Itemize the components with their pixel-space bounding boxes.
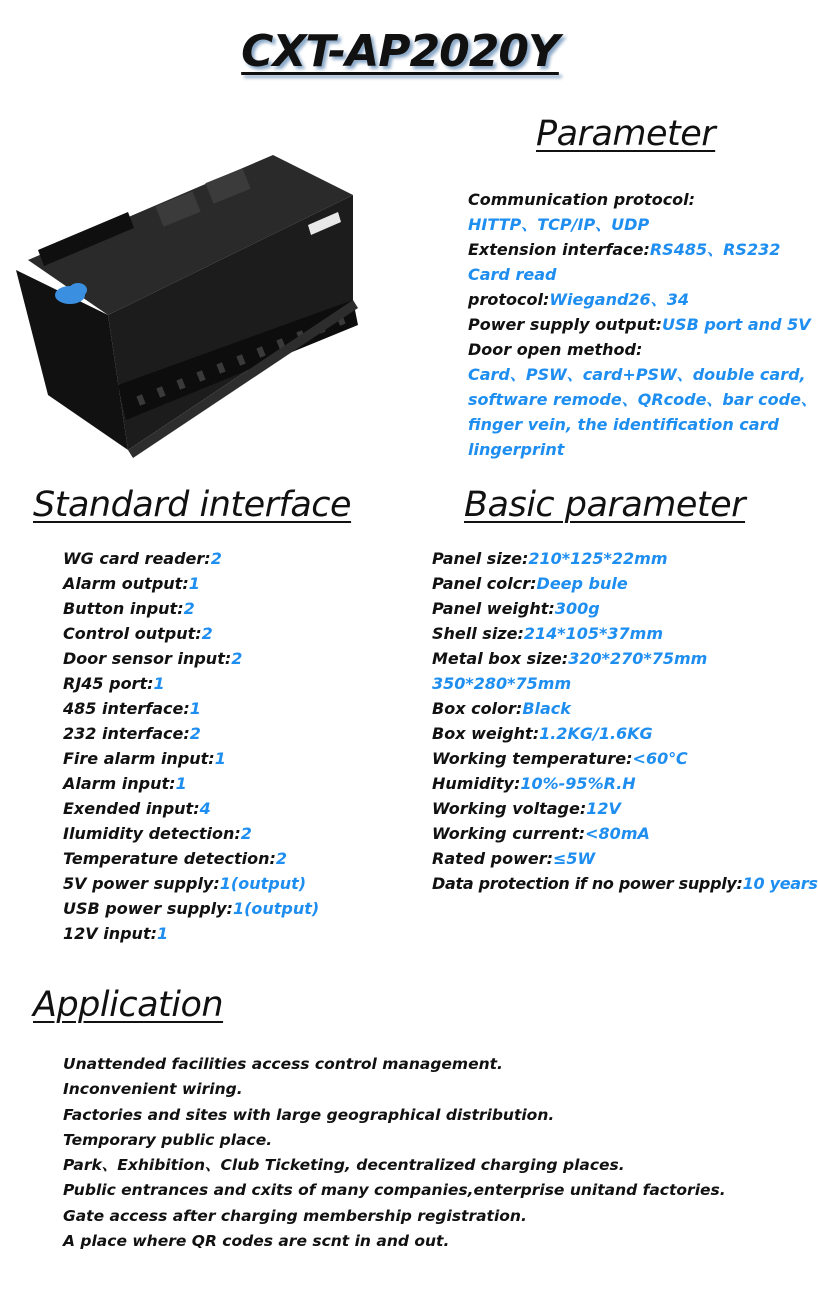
basic-line: Data protection if no power supply:10 years [432,874,818,893]
application-line: Unattended facilities access control management. [63,1055,503,1073]
application-line: Gate access after charging membership registration. [63,1206,527,1225]
application-line: Factories and sites with large geographical distribution. [63,1105,555,1124]
parameter-line: Power supply output:USB port and 5V [468,315,811,334]
standard-interface-list [63,546,319,946]
basic-parameter-heading: Basic parameter [464,485,746,525]
standard-line: Fire alarm input:1 [63,749,226,768]
basic-line: Rated power:≤5W [432,849,596,868]
page-title: CXT-AP2020Y [241,26,559,77]
basic-line: Panel size:210*125*22mm [432,549,668,568]
basic-line: Box weight:1.2KG/1.6KG [432,724,653,743]
standard-line: RJ45 port:1 [63,674,165,693]
standard-interface-heading: Standard interface [33,485,352,525]
controller-device-image [8,150,453,465]
parameter-line: Communication protocol: [468,190,696,209]
basic-line: Working temperature:<60℃ [432,749,688,768]
application-line: Park、Exhibition、Club Ticketing, decentralized charging places. [63,1156,625,1175]
basic-parameter-list [432,546,818,896]
standard-line: 5V power supply:1(output) [63,874,307,893]
basic-line: Panel weight:300g [432,599,600,618]
standard-line: Ilumidity detection:2 [63,824,252,843]
parameter-line: HITTP、TCP/IP、UDP [468,215,650,234]
standard-line: USB power supply:1(output) [63,899,320,918]
application-line: A place where QR codes are scnt in and out. [63,1232,450,1251]
basic-line: 350*280*75mm [432,674,572,693]
parameter-list [468,187,817,462]
basic-line: Shell size:214*105*37mm [432,624,664,643]
parameter-line: Extension interface:RS485、RS232 [468,240,781,259]
parameter-line: lingerprint [468,440,565,459]
basic-line: Working voltage:12V [432,799,621,818]
standard-line: WG card reader:2 [63,549,222,568]
parameter-line: protocol:Wiegand26、34 [468,290,689,309]
application-heading: Application [33,985,224,1025]
parameter-line: finger vein, the identification card [468,415,779,434]
standard-line: Alarm output:1 [63,574,200,593]
standard-line: Button input:2 [63,599,195,618]
application-line: Public entrances and cxits of many companies,enterprise unitand factories. [63,1181,726,1200]
basic-line: Humidity:10%-95%R.H [432,774,636,793]
parameter-line: Card read [468,265,557,284]
standard-line: Control output:2 [63,624,213,643]
application-list [63,1052,726,1254]
standard-line: Door sensor input:2 [63,649,243,668]
basic-line: Working current:<80mA [432,824,650,843]
standard-line: Temperature detection:2 [63,849,288,868]
basic-line: Box color:Black [432,699,571,718]
parameter-heading: Parameter [536,114,716,154]
standard-line: 232 interface:2 [63,724,201,743]
application-line: Temporary public place. [63,1130,273,1149]
standard-line: Alarm input:1 [63,774,187,793]
parameter-line: software remode、QRcode、bar code、 [468,390,817,409]
standard-line: 485 interface:1 [63,699,201,718]
standard-line: Exended input:4 [63,799,211,818]
application-line: Inconvenient wiring. [63,1080,243,1099]
parameter-line: Card、PSW、card+PSW、double card, [468,365,806,384]
standard-line: 12V input:1 [63,924,169,943]
parameter-line: Door open method: [468,340,643,359]
basic-line: Panel colcr:Deep bule [432,574,628,593]
basic-line: Metal box size:320*270*75mm [432,649,708,668]
